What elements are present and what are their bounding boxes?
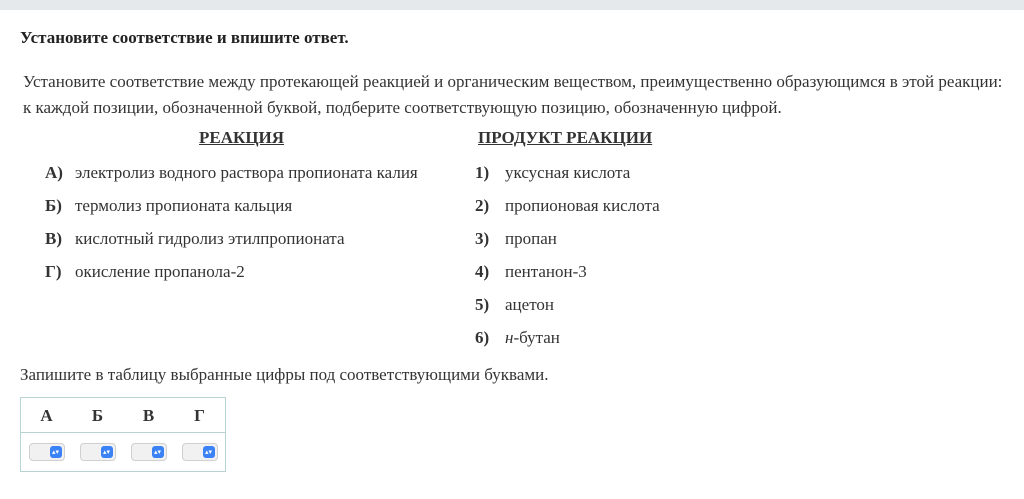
product-item-3 — [475, 229, 557, 249]
answer-cell-g — [174, 443, 225, 461]
product-key: 6) — [475, 328, 490, 347]
product-key: 2) — [475, 196, 490, 215]
reaction-key: В) — [45, 229, 62, 248]
up-down-chevron-icon: ▴▾ — [101, 446, 113, 458]
answer-cell-v — [123, 443, 174, 461]
product-text: пропионовая кислота — [505, 196, 660, 215]
product-item-1 — [475, 163, 630, 183]
product-key: 5) — [475, 295, 490, 314]
reaction-text: окисление пропанола-2 — [75, 262, 245, 281]
product-column-header: ПРОДУКТ РЕАКЦИИ — [478, 128, 653, 147]
product-text: пропан — [505, 229, 557, 248]
task-title: Установите соответствие и впишите ответ. — [20, 28, 349, 47]
product-key: 4) — [475, 262, 490, 281]
product-item-2 — [475, 196, 660, 216]
answer-table-selects — [21, 433, 225, 471]
answer-cell-a — [21, 443, 72, 461]
product-item-6 — [475, 328, 560, 348]
up-down-chevron-icon: ▴▾ — [203, 446, 215, 458]
reaction-text: электролиз водного раствора пропионата калия — [75, 163, 418, 182]
reaction-key: Б) — [45, 196, 62, 215]
product-key: 3) — [475, 229, 490, 248]
product-text: уксусная кислота — [505, 163, 631, 182]
reaction-text: кислотный гидролиз этилпропионата — [75, 229, 345, 248]
answer-letter-b: Б — [91, 406, 104, 425]
reaction-item-v — [45, 229, 345, 249]
reaction-key: А) — [45, 163, 63, 182]
product-text: -бутан — [513, 328, 560, 347]
answer-select-v[interactable] — [131, 443, 167, 461]
up-down-chevron-icon: ▴▾ — [50, 446, 62, 458]
answer-letter-a: А — [40, 406, 53, 425]
product-text: ацетон — [505, 295, 554, 314]
answer-cell-b — [72, 443, 123, 461]
reaction-key: Г) — [45, 262, 62, 281]
up-down-chevron-icon: ▴▾ — [152, 446, 164, 458]
answer-letter-g: Г — [194, 406, 205, 425]
answer-select-g[interactable] — [182, 443, 218, 461]
answer-instruction: Запишите в таблицу выбранные цифры под соответствующими буквами. — [20, 365, 549, 384]
answer-table-header — [21, 398, 225, 433]
answer-table — [20, 397, 226, 472]
product-key: 1) — [475, 163, 490, 182]
reaction-column-header: РЕАКЦИЯ — [199, 128, 285, 147]
product-item-4 — [475, 262, 587, 282]
product-italic-prefix: н — [505, 328, 514, 347]
task-statement: Установите соответствие между протекающей реакцией и органическим веществом, преимущественно образующимся в этой реакции: к каждой позиции, обозначенной буквой, подберите соответствующую позицию, обозначенную цифрой. — [23, 72, 1003, 117]
reaction-item-b — [45, 196, 292, 216]
product-item-5 — [475, 295, 554, 315]
answer-select-b[interactable] — [80, 443, 116, 461]
product-text: пентанон-3 — [505, 262, 587, 281]
reaction-item-a — [45, 163, 418, 183]
reaction-item-g — [45, 262, 245, 282]
reaction-text: термолиз пропионата кальция — [75, 196, 293, 215]
answer-letter-v: В — [142, 406, 155, 425]
answer-select-a[interactable] — [29, 443, 65, 461]
top-bar — [0, 0, 1024, 10]
